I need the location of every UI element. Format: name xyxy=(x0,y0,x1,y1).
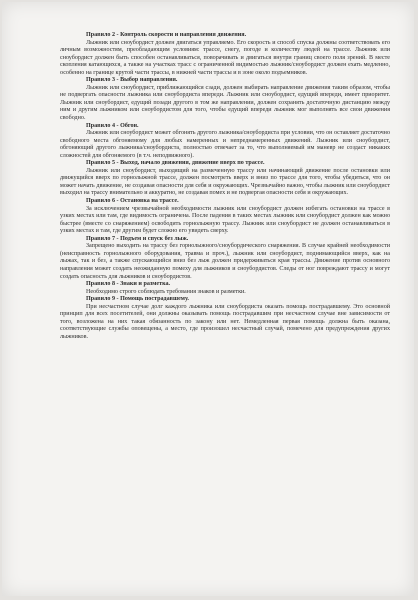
rule-3-heading: Правило 3 - Выбор направления. xyxy=(86,77,178,84)
rule-2-text: Лыжник или сноубордист должен двигаться управляемо. Его скорость и способ спуска должны соответствовать его личным возможностям, преобладающим условиям: трассе, снегу, погоде и количеству людей на трассе. Лыжник или сноубордист должен быть способен останавливаться, поворачивать и двигаться внутри границ своего поля зрений. В месте скопления катающихся, а также на участках трасс с ограниченной видимостью лыжник/сноубордист должен ехать медленно, особенно на границе крутой части трассы, в нижней части трассы и в зоне около подъемников. xyxy=(60,39,390,76)
rule-9-heading: Правило 9 - Помощь пострадавшему. xyxy=(86,296,189,303)
rule-7-heading: Правило 7 - Подъем и спуск без лыж. xyxy=(86,235,189,242)
scanned-document-page xyxy=(2,2,414,596)
rule-3-text: Лыжник или сноубордист, приближающийся сзади, должен выбирать направление движения таким образом, чтобы не подвергать опасности лыжника или сноубордиста впереди. Лыжник или сноубордист, едущий впереди, имеет приоритет. Лыжник или сноубордист, едущий позади другого в том же направлении, должен сохранять достаточную дистанцию между ним и другим лыжником или сноубордистом для того, чтобы едущий впереди лыжник мог выполнять все свои движения свободно. xyxy=(60,84,390,122)
rule-9-text: При несчастном случае долг каждого лыжника или сноубордиста оказать помощь пострадавшему. Это основной принцип для всех посетителей, они должны оказывать помощь пострадавшим при несчастном случае вне зависимости от того, возложена на них такая обязанность по закону или нет. Немедленная первая помощь должна быть оказана, соответствующие службы оповещены, а место, где произошел несчастный случай, помечено для предупреждения других лыжников. xyxy=(60,303,390,340)
rule-6-heading: Правило 6 - Остановка на трассе. xyxy=(86,198,179,205)
rule-4-heading: Правило 4 - Обгон. xyxy=(86,122,139,129)
rule-5-heading: Правило 5 - Выход, начало движения, движение вверх по трассе. xyxy=(86,160,265,167)
rule-8-text: Необходимо строго соблюдать требования знаков и разметки. xyxy=(86,288,246,295)
rule-6-text: За исключением чрезвычайной необходимости лыжник или сноубордист должен избегать остановки на трассе в узких местах или там, где видимость ограничена. После падения в таких местах лыжник или сноубордист должен как можно быстрее (вместе со снаряжением) освободить горнолыжную трассу. Лыжник или сноубордист не должен останавливаться в узких местах и там, где другим будет сложно его увидеть сверху. xyxy=(60,205,390,235)
rule-8-heading: Правило 8 - Знаки и разметка. xyxy=(86,281,171,288)
document-body xyxy=(60,32,390,341)
rule-2-heading: Правило 2 - Контроль скорости и направления движения. xyxy=(86,32,247,38)
rule-5-text: Лыжник или сноубордист, выходящий на размеченную трассу или начинающий движение после остановки или движущийся вверх по горнолыжной трассе, должен посмотреть вверх и вниз по трассе для того, чтобы убедиться, что он может начать движение, не создавая опасности для себя и окружающих. Чрезвычайно важно, чтобы лыжник или сноубордист выходил на трассу внимательно и аккуратно, не создавая помех и не подвергая опасности себя и окружающих. xyxy=(60,167,390,197)
rule-4-text: Лыжник или сноубордист может обгонять другого лыжника/сноубордиста при условии, что он оставляет достаточно свободного места обгоняемому для любых намеренных и непреднамеренных движений. Лыжник или сноубордист, обгоняющий другого лыжника/сноубордиста, полностью отвечает за то, что выполняемый им маневр не создаст никаких сложностей для обгоняемого (в т.ч. неподвижного). xyxy=(60,130,390,159)
rule-7-text: Запрещено выходить на трассу без горнолыжного/сноубордического снаряжения. В случае крайней необходимости (неисправность горнолыжного оборудования, травма и проч.), лыжник или сноубордист, поднимающийся вверх, как на лыжах, так и без, а также спускающийся вниз без лыж должен придерживаться края трассы. Движение против основного направления может создать неожиданную помеху для лыжников и сноубордистов. Следы от ног повреждают трассу и могут создать опасность для лыжников и сноубордистов. xyxy=(60,243,390,280)
